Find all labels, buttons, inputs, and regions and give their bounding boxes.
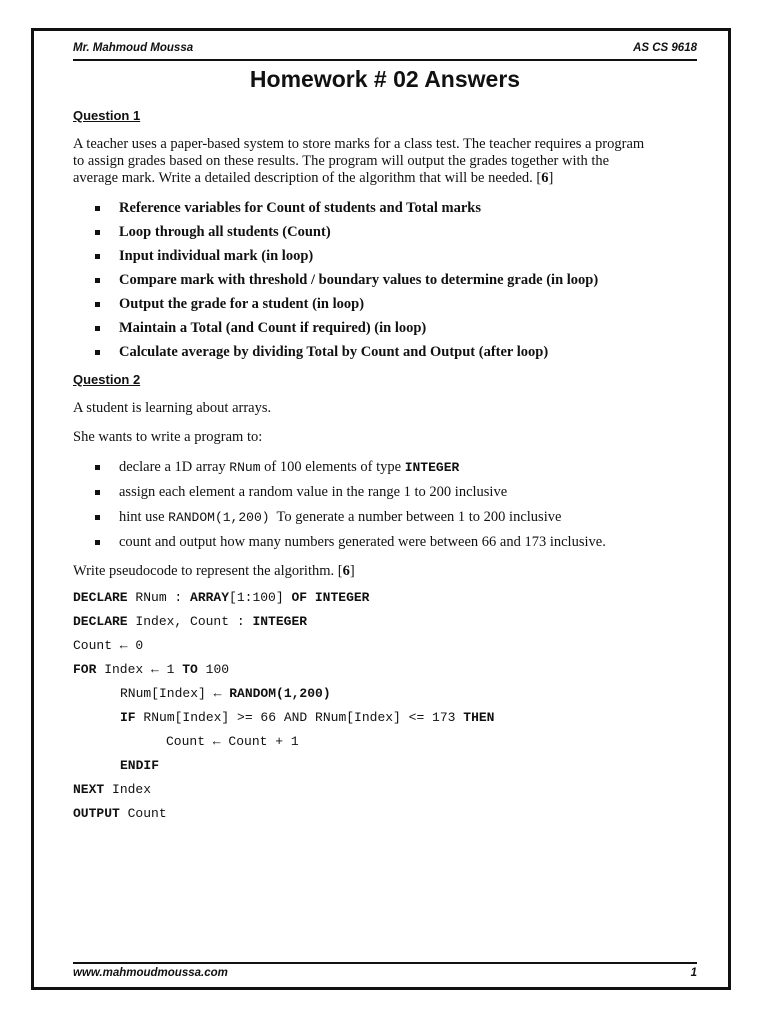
code-line	[73, 662, 229, 677]
question-1-prompt-text: ]	[548, 170, 554, 186]
answer-text: Reference variables for Count of students and Total marks	[119, 200, 481, 216]
footer-rule	[73, 962, 697, 964]
requirement-text: count and output how many numbers generated were between 66 and 173 inclusive.	[119, 534, 606, 550]
list-item	[95, 534, 695, 558]
bullet-icon	[95, 302, 100, 307]
code-text: Count	[119, 806, 167, 821]
page-header	[73, 42, 697, 58]
code-keyword: IF	[120, 710, 136, 725]
list-item	[95, 320, 695, 344]
inline-code: RANDOM(1,200)	[168, 510, 270, 525]
list-item	[95, 248, 695, 272]
question-2-intro-2: She wants to write a program to:	[73, 429, 263, 445]
question-1-heading: Question 1	[73, 108, 141, 123]
code-text: Index ← 1	[96, 662, 183, 677]
bullet-icon	[95, 326, 100, 331]
code-line	[73, 590, 369, 605]
bullet-icon	[95, 515, 100, 520]
code-text: Index	[104, 782, 152, 797]
answer-text: Loop through all students (Count)	[119, 224, 331, 240]
question-2-requirement-list	[95, 459, 695, 558]
bullet-icon	[95, 490, 100, 495]
inline-code: INTEGER	[404, 460, 460, 475]
list-item	[95, 224, 695, 248]
list-item	[95, 344, 695, 368]
answer-text: Output the grade for a student (in loop)	[119, 296, 365, 312]
page-title: Homework # 02 Answers	[249, 66, 521, 92]
question-2-marks: 6	[342, 563, 350, 579]
code-keyword: RANDOM(1,200)	[229, 686, 331, 701]
list-item	[95, 296, 695, 320]
code-text: Count ← 0	[73, 638, 144, 653]
code-line	[73, 638, 143, 653]
bullet-icon	[95, 465, 100, 470]
code-keyword: TO	[182, 662, 198, 677]
page-number: 1	[690, 967, 697, 979]
code-line	[73, 806, 167, 821]
bullet-icon	[95, 230, 100, 235]
requirement-text: declare a 1D array	[119, 459, 230, 475]
task-text: ]	[349, 563, 355, 579]
task-text: Write pseudocode to represent the algorithm. [	[73, 563, 343, 579]
header-rule	[73, 59, 697, 61]
question-1-prompt-line: A teacher uses a paper-based system to store marks for a class test. The teacher requires a program	[73, 136, 645, 152]
question-2-task	[73, 563, 697, 580]
code-line	[166, 734, 299, 749]
code-text: 100	[197, 662, 230, 677]
code-text: RNum[Index] ←	[120, 686, 230, 701]
inline-code: RNum	[229, 460, 261, 475]
answer-text: Calculate average by dividing Total by Count and Output (after loop)	[119, 344, 549, 360]
code-keyword: OF INTEGER	[291, 590, 370, 605]
list-item	[95, 272, 695, 296]
list-item	[95, 484, 695, 508]
bullet-icon	[95, 206, 100, 211]
list-item	[95, 200, 695, 224]
code-text: [1:100]	[229, 590, 292, 605]
question-1-answer-list	[95, 200, 695, 368]
answer-text: Input individual mark (in loop)	[119, 248, 314, 264]
code-keyword: ENDIF	[120, 758, 160, 773]
bullet-icon	[95, 254, 100, 259]
code-keyword: DECLARE	[73, 590, 128, 605]
code-line	[73, 782, 151, 797]
bullet-icon	[95, 540, 100, 545]
footer-website: www.mahmoudmoussa.com	[73, 967, 228, 979]
requirement-text: hint use	[119, 509, 169, 525]
code-keyword: FOR	[73, 662, 97, 677]
code-line	[120, 758, 159, 773]
code-text: RNum :	[127, 590, 191, 605]
header-course: AS CS 9618	[633, 42, 697, 54]
code-keyword: NEXT	[73, 782, 105, 797]
code-keyword: ARRAY	[190, 590, 230, 605]
question-1-prompt-line: to assign grades based on these results. The program will output the grades together with the	[73, 153, 610, 169]
bullet-icon	[95, 350, 100, 355]
code-line	[73, 614, 307, 629]
answer-text: Compare mark with threshold / boundary values to determine grade (in loop)	[119, 272, 599, 288]
code-text: RNum[Index] >= 66 AND RNum[Index] <= 173	[135, 710, 464, 725]
question-1-marks: 6	[541, 170, 549, 186]
answer-text: Maintain a Total (and Count if required) (in loop)	[119, 320, 427, 336]
code-text: Count ← Count + 1	[166, 734, 299, 749]
question-1-prompt	[73, 136, 697, 187]
question-2-heading: Question 2	[73, 372, 141, 387]
page-footer	[73, 967, 697, 983]
code-line	[120, 686, 331, 701]
code-line	[120, 710, 494, 725]
requirement-text: of 100 elements of type	[260, 459, 405, 475]
code-keyword: THEN	[463, 710, 495, 725]
question-1-prompt-line	[73, 170, 697, 187]
header-author: Mr. Mahmoud Moussa	[73, 42, 194, 54]
code-keyword: INTEGER	[252, 614, 308, 629]
requirement-text: To generate a number between 1 to 200 inclusive	[269, 509, 562, 525]
code-text: Index, Count :	[127, 614, 253, 629]
code-keyword: DECLARE	[73, 614, 128, 629]
question-1-prompt-text: average mark. Write a detailed description of the algorithm that will be needed. [	[73, 170, 542, 186]
code-keyword: OUTPUT	[73, 806, 120, 821]
requirement-text: assign each element a random value in the range 1 to 200 inclusive	[119, 484, 508, 500]
list-item	[95, 509, 695, 533]
bullet-icon	[95, 278, 100, 283]
question-2-intro-1: A student is learning about arrays.	[73, 400, 272, 416]
list-item	[95, 459, 695, 483]
